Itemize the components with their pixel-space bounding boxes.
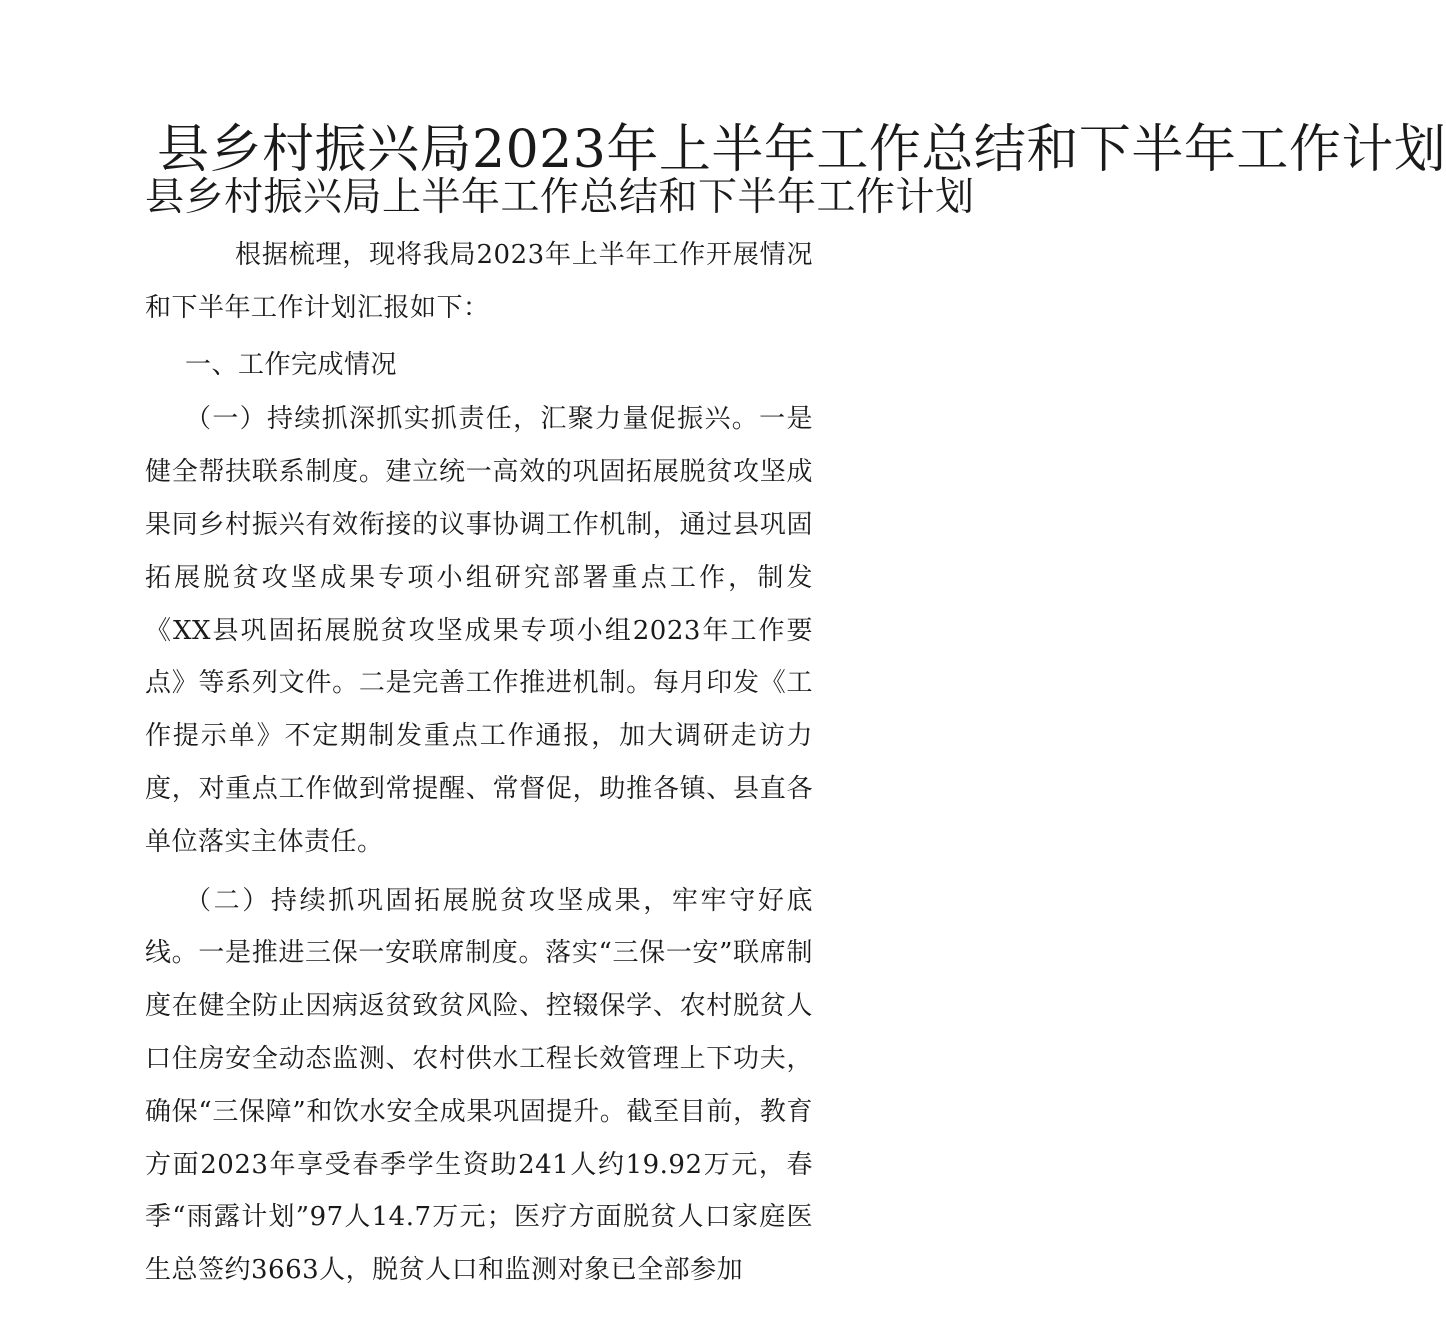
body-paragraph-1: （一）持续抓深抓实抓责任，汇聚力量促振兴。一是健全帮扶联系制度。建立统一高效的巩固拓展脱贫攻坚成果同乡村振兴有效衔接的议事协调工作机制，通过县巩固拓展脱贫攻坚成果专项小组研究部署重点工作，制发《XX县巩固拓展脱贫攻坚成果专项小组2023年工作要点》等系列文件。二是完善工作推进机制。每月印发《工作提示单》不定期制发重点工作通报，加大调研走访力度，对重点工作做到常提醒、常督促，助推各镇、县直各单位落实主体责任。 [145,404,813,857]
body-paragraph-2: （二）持续抓巩固拓展脱贫攻坚成果，牢牢守好底线。一是推进三保一安联席制度。落实“三保一安”联席制度在健全防止因病返贫致贫风险、控辍保学、农村脱贫人口住房安全动态监测、农村供水工程长效管理上下功夫，确保“三保障”和饮水安全成果巩固提升。截至目前，教育方面2023年享受春季学生资助241人约19.92万元，春季“雨露计划”97人14.7万元；医疗方面脱贫人口家庭医生总签约3663人，脱贫人口和监测对象已全部参加 [145,885,813,1286]
document-subtitle: 县乡村振兴局上半年工作总结和下半年工作计划 [145,175,975,220]
intro-paragraph: 根据梳理，现将我局2023年上半年工作开展情况和下半年工作计划汇报如下： [145,240,813,323]
document-title: 县乡村振兴局2023年上半年工作总结和下半年工作计划 [157,120,1446,180]
document-body [145,120,1446,1297]
section-heading: 一、工作完成情况 [185,349,398,380]
